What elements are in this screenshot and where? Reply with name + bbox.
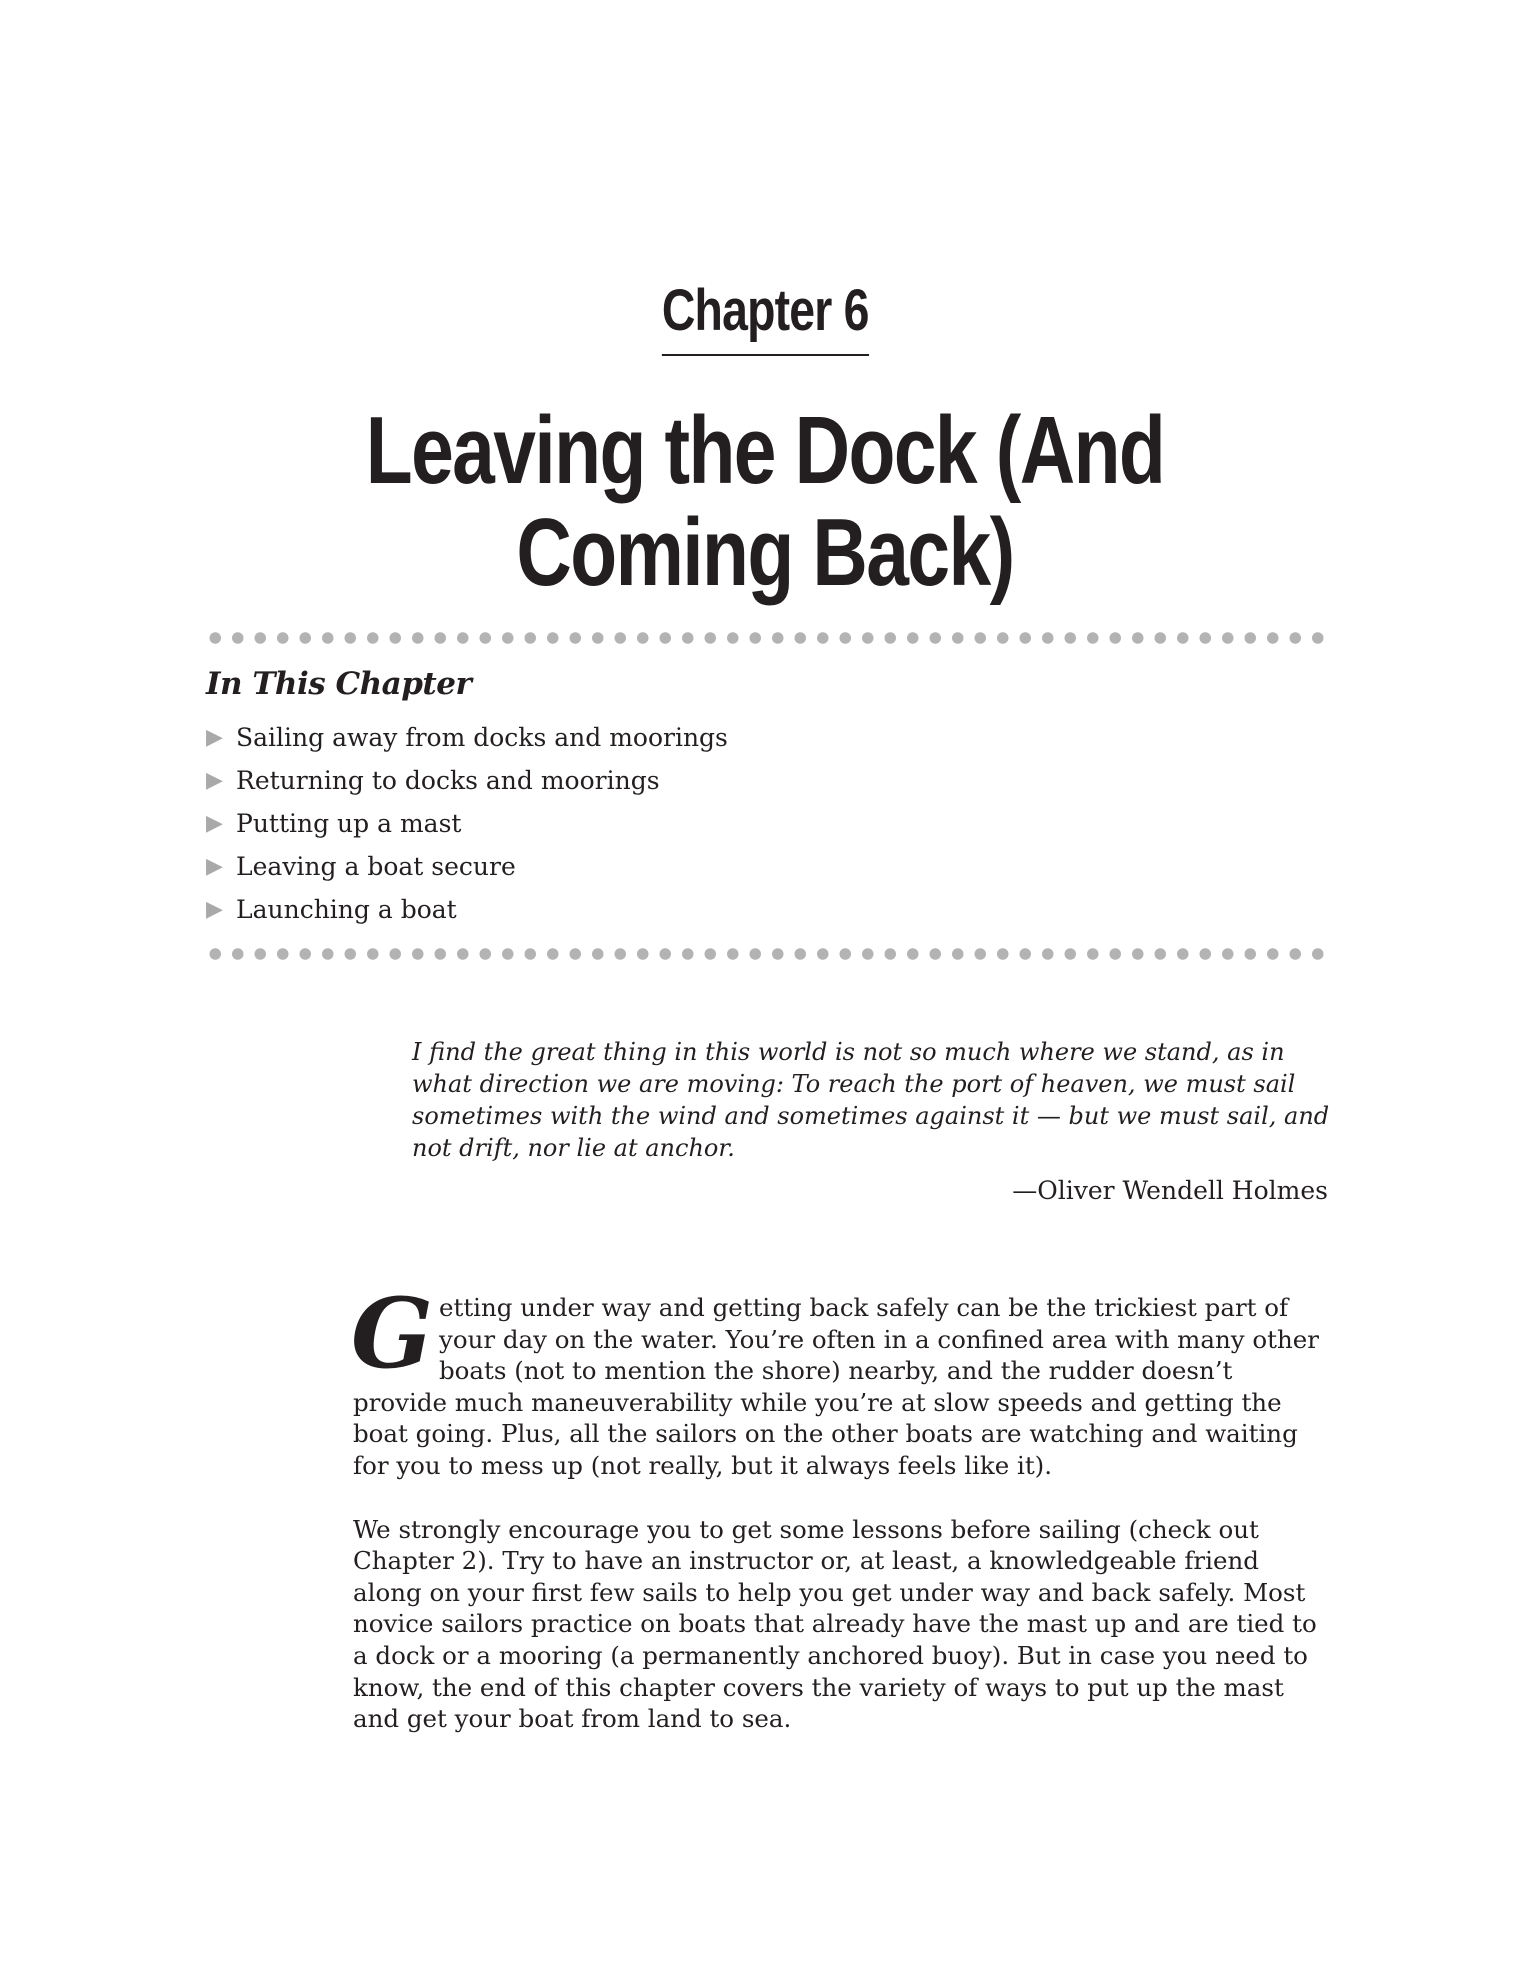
list-item-text: Putting up a mast <box>236 809 462 838</box>
triangle-bullet-icon: ▶ <box>206 811 223 836</box>
list-item-text: Leaving a boat secure <box>236 852 516 881</box>
epigraph-quote: I find the great thing in this world is not so much where we stand, as in what direction we are moving: To reach the port of heaven, we must sail sometimes with the wind and sometimes against it — but we must sail, and not drift, nor lie at anchor. <box>412 1038 1330 1162</box>
list-item <box>206 845 728 888</box>
dotted-divider-bottom <box>204 947 1328 961</box>
body-paragraph-1 <box>351 1277 1323 1482</box>
list-item <box>206 759 728 802</box>
list-item <box>206 888 728 931</box>
list-item-text: Sailing away from docks and moorings <box>236 723 728 752</box>
chapter-number-label: Chapter 6 <box>662 282 869 356</box>
triangle-bullet-icon: ▶ <box>206 725 223 750</box>
triangle-bullet-icon: ▶ <box>206 897 223 922</box>
chapter-title-line-1: Leaving the Dock (And <box>365 397 1165 504</box>
dotted-divider-top <box>204 631 1328 645</box>
list-item-text: Returning to docks and moorings <box>236 766 660 795</box>
body-paragraph-2: We strongly encourage you to get some lessons before sailing (check out Chapter 2). Try to have an instructor or, at least, a knowledgeable friend along on your first few sails to help you get under way and back safely. Most novice sailors practice on boats that already have the mast up and are tied to a dock or a mooring (a permanently anchored buoy). But in case you need to know, the end of this chapter covers the variety of ways to put up the mast and get your boat from land to sea. <box>353 1514 1317 1734</box>
paragraph-1-text: etting under way and getting back safely can be the trickiest part of your day on the water. You’re often in a confined area with many other boats (not to mention the shore) nearby, and the rudder doesn’t provide much maneuverability while you’re at slow speeds and getting the boat going. Plus, all the sailors on the other boats are watching and waiting for you to mess up (not really, but it always feels like it). <box>353 1293 1320 1480</box>
triangle-bullet-icon: ▶ <box>206 768 223 793</box>
in-this-chapter-heading: In This Chapter <box>206 666 472 702</box>
triangle-bullet-icon: ▶ <box>206 854 223 879</box>
epigraph-attribution: —Oliver Wendell Holmes <box>1012 1176 1328 1205</box>
body-text <box>351 1277 1323 1767</box>
chapter-title-line-2: Coming Back) <box>516 499 1014 606</box>
list-item <box>206 716 728 759</box>
list-item <box>206 802 728 845</box>
list-item-text: Launching a boat <box>236 895 457 924</box>
drop-cap: G <box>351 1277 433 1390</box>
in-this-chapter-list <box>206 716 728 931</box>
chapter-number-heading <box>0 278 1530 356</box>
chapter-title <box>0 397 1530 606</box>
